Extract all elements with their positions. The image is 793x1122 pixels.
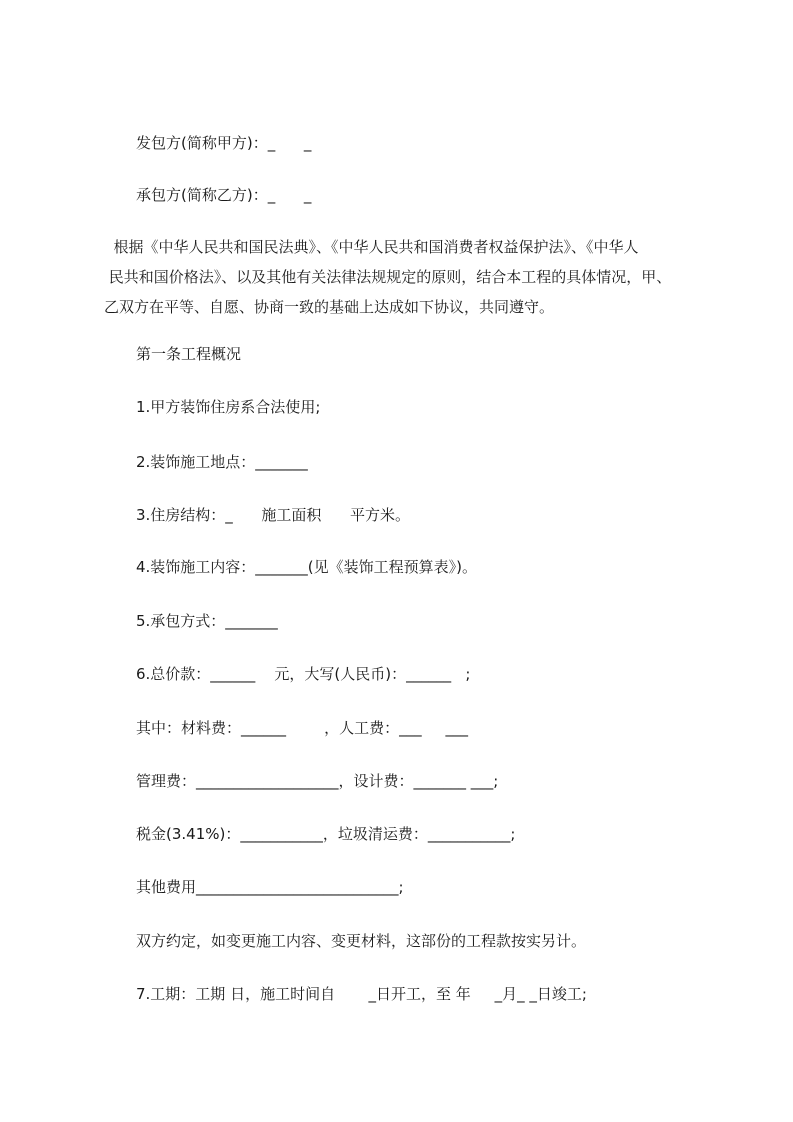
item-2: 2.装饰施工地点：_______ [136,453,308,471]
fees-line-2: 管理费：___________________，设计费：_______ ___; [136,772,499,790]
preamble-line: 民共和国价格法》、以及其他有关法律法规规定的原则，结合本工程的具体情况，甲、 [104,268,672,286]
preamble-line: 乙双方在平等、自愿、协商一致的基础上达成如下协议，共同遵守。 [104,298,555,316]
item-7: 7.工期：工期 日，施工时间自 _日开工，至 年 _月_ _日竣工; [136,985,587,1003]
item-3: 3.住房结构：_ 施工面积 平方米。 [136,506,411,524]
preamble-line: 根据《中华人民共和国民法典》、《中华人民共和国消费者权益保护法》、《中华人 [104,238,639,256]
item-1: 1.甲方装饰住房系合法使用; [136,398,321,416]
fees-line-1: 其中：材料费：______ ，人工费：___ ___ [136,719,468,737]
item-5: 5.承包方式：_______ [136,612,278,630]
party-b-line: 承包方(简称乙方)：_ _ [136,186,312,204]
agreement-line: 双方约定，如变更施工内容、变更材料，这部份的工程款按实另计。 [136,932,587,950]
fees-line-3: 税金(3.41%)：___________，垃圾清运费：___________; [136,825,516,843]
article1-title: 第一条工程概况 [136,345,242,363]
item-6: 6.总价款：______ 元，大写(人民币)：______ ; [136,665,471,683]
item-4: 4.装饰施工内容：_______(见《装饰工程预算表》)。 [136,558,478,576]
fees-line-4: 其他费用___________________________; [136,878,404,896]
preamble-paragraph [104,232,694,322]
party-a-line: 发包方(简称甲方)：_ _ [136,134,312,152]
